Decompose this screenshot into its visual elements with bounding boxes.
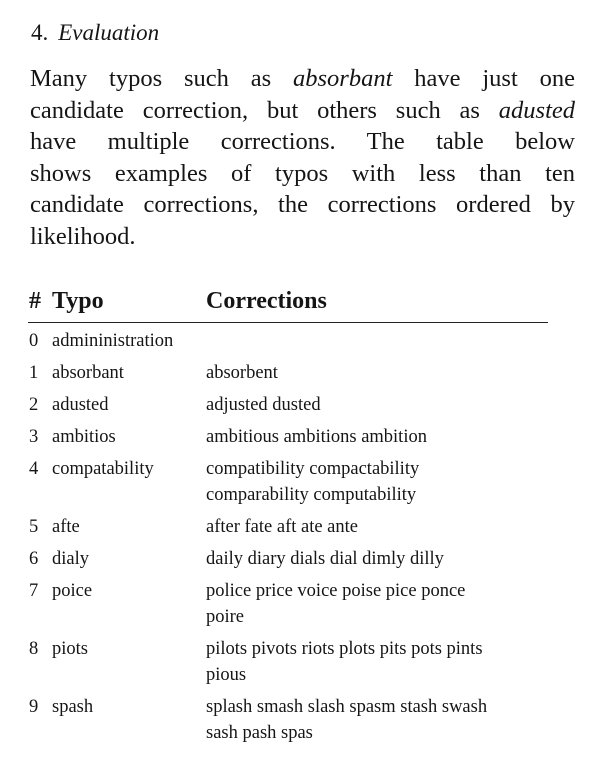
row-number: 6 bbox=[29, 549, 39, 569]
section-heading bbox=[31, 18, 159, 48]
row-corrections bbox=[206, 546, 548, 572]
table-row bbox=[28, 360, 548, 386]
row-typo: dialy bbox=[52, 549, 89, 569]
correction-line: compatibility compactability bbox=[206, 459, 420, 479]
correction-line: daily diary dials dial dimly dilly bbox=[206, 549, 444, 569]
table-row bbox=[28, 456, 548, 508]
row-number: 4 bbox=[29, 459, 39, 479]
row-typo: afte bbox=[52, 517, 80, 537]
row-number: 2 bbox=[29, 395, 39, 415]
header-corrections: Corrections bbox=[206, 288, 327, 314]
row-typo: poice bbox=[52, 581, 93, 601]
table-row bbox=[28, 546, 548, 572]
table-row bbox=[28, 636, 548, 688]
table-row bbox=[28, 424, 548, 450]
paragraph-line: candidate correction, but others such as adusted bbox=[30, 96, 575, 124]
correction-line: pious bbox=[206, 665, 247, 685]
row-number: 5 bbox=[29, 517, 39, 537]
correction-line: poire bbox=[206, 607, 245, 627]
body-paragraph bbox=[30, 63, 575, 252]
row-corrections bbox=[206, 424, 548, 450]
header-rule bbox=[28, 322, 548, 323]
header-number: # bbox=[29, 288, 41, 314]
row-typo: piots bbox=[52, 639, 88, 659]
section-number: 4. bbox=[31, 20, 49, 45]
row-corrections bbox=[206, 328, 548, 354]
correction-line: splash smash slash spasm stash swash bbox=[206, 697, 488, 717]
correction-line: adjusted dusted bbox=[206, 395, 321, 415]
table-header bbox=[28, 284, 548, 322]
italic-term: adusted bbox=[498, 96, 575, 124]
correction-line: sash pash spas bbox=[206, 723, 313, 743]
row-typo: absorbant bbox=[52, 363, 124, 383]
correction-line bbox=[206, 328, 548, 354]
table-body bbox=[28, 328, 548, 746]
paragraph-line: have multiple corrections. The table below bbox=[30, 128, 575, 155]
row-corrections bbox=[206, 392, 548, 418]
italic-term: absorbant bbox=[293, 65, 393, 92]
row-number: 7 bbox=[29, 581, 39, 601]
row-number: 9 bbox=[29, 697, 39, 717]
row-corrections bbox=[206, 360, 548, 386]
row-typo: compatability bbox=[52, 459, 154, 479]
table-row bbox=[28, 392, 548, 418]
header-typo: Typo bbox=[52, 288, 104, 314]
typo-table bbox=[28, 284, 548, 743]
row-typo: spash bbox=[52, 697, 94, 717]
row-corrections bbox=[206, 456, 548, 508]
row-number: 3 bbox=[29, 427, 39, 447]
section-title: Evaluation bbox=[58, 20, 160, 45]
paragraph-line: shows examples of typos with less than ten bbox=[30, 159, 575, 187]
paragraph-line: likelihood. bbox=[30, 222, 136, 250]
row-corrections bbox=[206, 514, 548, 540]
table-row bbox=[28, 578, 548, 630]
row-typo: adusted bbox=[52, 395, 109, 415]
table-row bbox=[28, 514, 548, 540]
correction-line: ambitious ambitions ambition bbox=[206, 427, 427, 447]
row-corrections bbox=[206, 578, 548, 630]
correction-line: police price voice poise pice ponce bbox=[206, 581, 466, 601]
row-number: 0 bbox=[29, 331, 39, 351]
paragraph-line: candidate corrections, the corrections ordered by bbox=[30, 191, 575, 218]
correction-line: absorbent bbox=[206, 363, 278, 383]
correction-line: after fate aft ate ante bbox=[206, 517, 358, 537]
paragraph-line: Many typos such as absorbant have just one bbox=[30, 65, 575, 92]
row-corrections bbox=[206, 636, 548, 688]
row-number: 8 bbox=[29, 639, 39, 659]
row-corrections bbox=[206, 694, 548, 746]
correction-line: comparability computability bbox=[206, 485, 417, 505]
row-typo: ambitios bbox=[52, 427, 116, 447]
row-number: 1 bbox=[29, 363, 39, 383]
correction-line: pilots pivots riots plots pits pots pints bbox=[206, 639, 483, 659]
table-row bbox=[28, 694, 548, 746]
row-typo: admininistration bbox=[52, 331, 174, 351]
table-row bbox=[28, 328, 548, 354]
